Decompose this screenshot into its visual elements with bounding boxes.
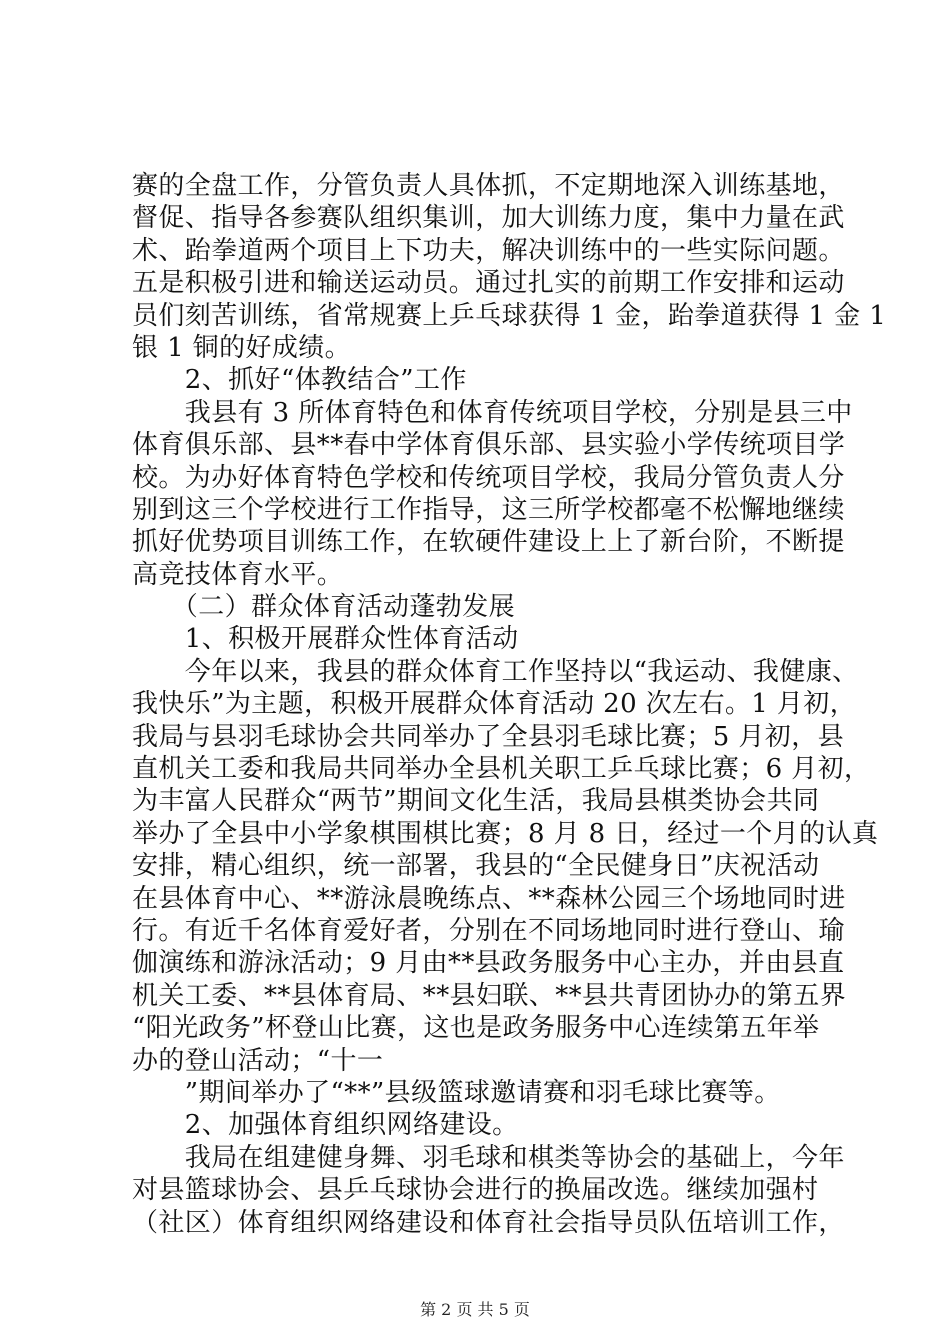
section-heading: 1、积极开展群众性体育活动 <box>132 624 519 655</box>
text-line: 我局与县羽毛球协会共同举办了全县羽毛球比赛；5 月初，县 <box>132 721 845 752</box>
body-text <box>132 170 887 1239</box>
text-line: 直机关工委和我局共同举办全县机关职工乒乓球比赛；6 月初， <box>132 754 871 785</box>
page-number-footer: 第 2 页 共 5 页 <box>420 1300 530 1319</box>
text-line: 办的登山活动；“十一 <box>132 1045 384 1076</box>
text-line: 体育俱乐部、县**春中学体育俱乐部、县实验小学传统项目学 <box>132 430 846 461</box>
text-line: 督促、指导各参赛队组织集训，加大训练力度，集中力量在武 <box>132 203 845 234</box>
text-line: 今年以来，我县的群众体育工作坚持以“我运动、我健康、 <box>132 656 859 687</box>
text-line: 抓好优势项目训练工作，在软硬件建设上上了新台阶，不断提 <box>132 527 845 558</box>
text-line: ”期间举办了“**”县级篮球邀请赛和羽毛球比赛等。 <box>132 1077 781 1108</box>
text-line: 我县有 3 所体育特色和体育传统项目学校，分别是县三中 <box>132 397 853 428</box>
text-line: “阳光政务”杯登山比赛，这也是政务服务中心连续第五年举 <box>132 1013 820 1044</box>
text-line: 为丰富人民群众“两节”期间文化生活，我局县棋类协会共同 <box>132 786 820 817</box>
text-line: 伽演练和游泳活动；9 月由**县政务服务中心主办，并由县直 <box>132 948 845 979</box>
text-line: 高竞技体育水平。 <box>132 559 344 590</box>
section-heading: 2、抓好“体教结合”工作 <box>132 365 467 396</box>
text-line: 机关工委、**县体育局、**县妇联、**县共青团协办的第五界 <box>132 980 847 1011</box>
text-line: 安排，精心组织，统一部署，我县的“全民健身日”庆祝活动 <box>132 851 820 882</box>
text-line: 举办了全县中小学象棋围棋比赛；8 月 8 日，经过一个月的认真 <box>132 818 879 849</box>
section-heading: （二）群众体育活动蓬勃发展 <box>132 592 516 623</box>
text-line: 赛的全盘工作，分管负责人具体抓，不定期地深入训练基地， <box>132 171 845 201</box>
text-line: 我快乐”为主题，积极开展群众体育活动 20 次左右。1 月初， <box>132 689 857 720</box>
section-heading: 2、加强体育组织网络建设。 <box>132 1110 519 1141</box>
text-line: 术、跆拳道两个项目上下功夫，解决训练中的一些实际问题。 <box>132 235 845 266</box>
text-line: 我局在组建健身舞、羽毛球和棋类等协会的基础上，今年 <box>132 1142 845 1173</box>
text-line: 别到这三个学校进行工作指导，这三所学校都毫不松懈地继续 <box>132 494 845 525</box>
text-line: 五是积极引进和输送运动员。通过扎实的前期工作安排和运动 <box>132 268 845 299</box>
text-line: （社区）体育组织网络建设和体育社会指导员队伍培训工作， <box>132 1207 845 1238</box>
text-line: 员们刻苦训练，省常规赛上乒乓球获得 1 金，跆拳道获得 1 金 1 <box>132 300 887 331</box>
text-line: 在县体育中心、**游泳晨晚练点、**森林公园三个场地同时进 <box>132 883 846 914</box>
text-line: 校。为办好体育特色学校和传统项目学校，我局分管负责人分 <box>132 462 845 493</box>
text-line: 银 1 铜的好成绩。 <box>132 332 352 363</box>
text-line: 行。有近千名体育爱好者，分别在不同场地同时进行登山、瑜 <box>132 915 845 946</box>
text-line: 对县篮球协会、县乒乓球协会进行的换届改选。继续加强村 <box>132 1175 819 1206</box>
